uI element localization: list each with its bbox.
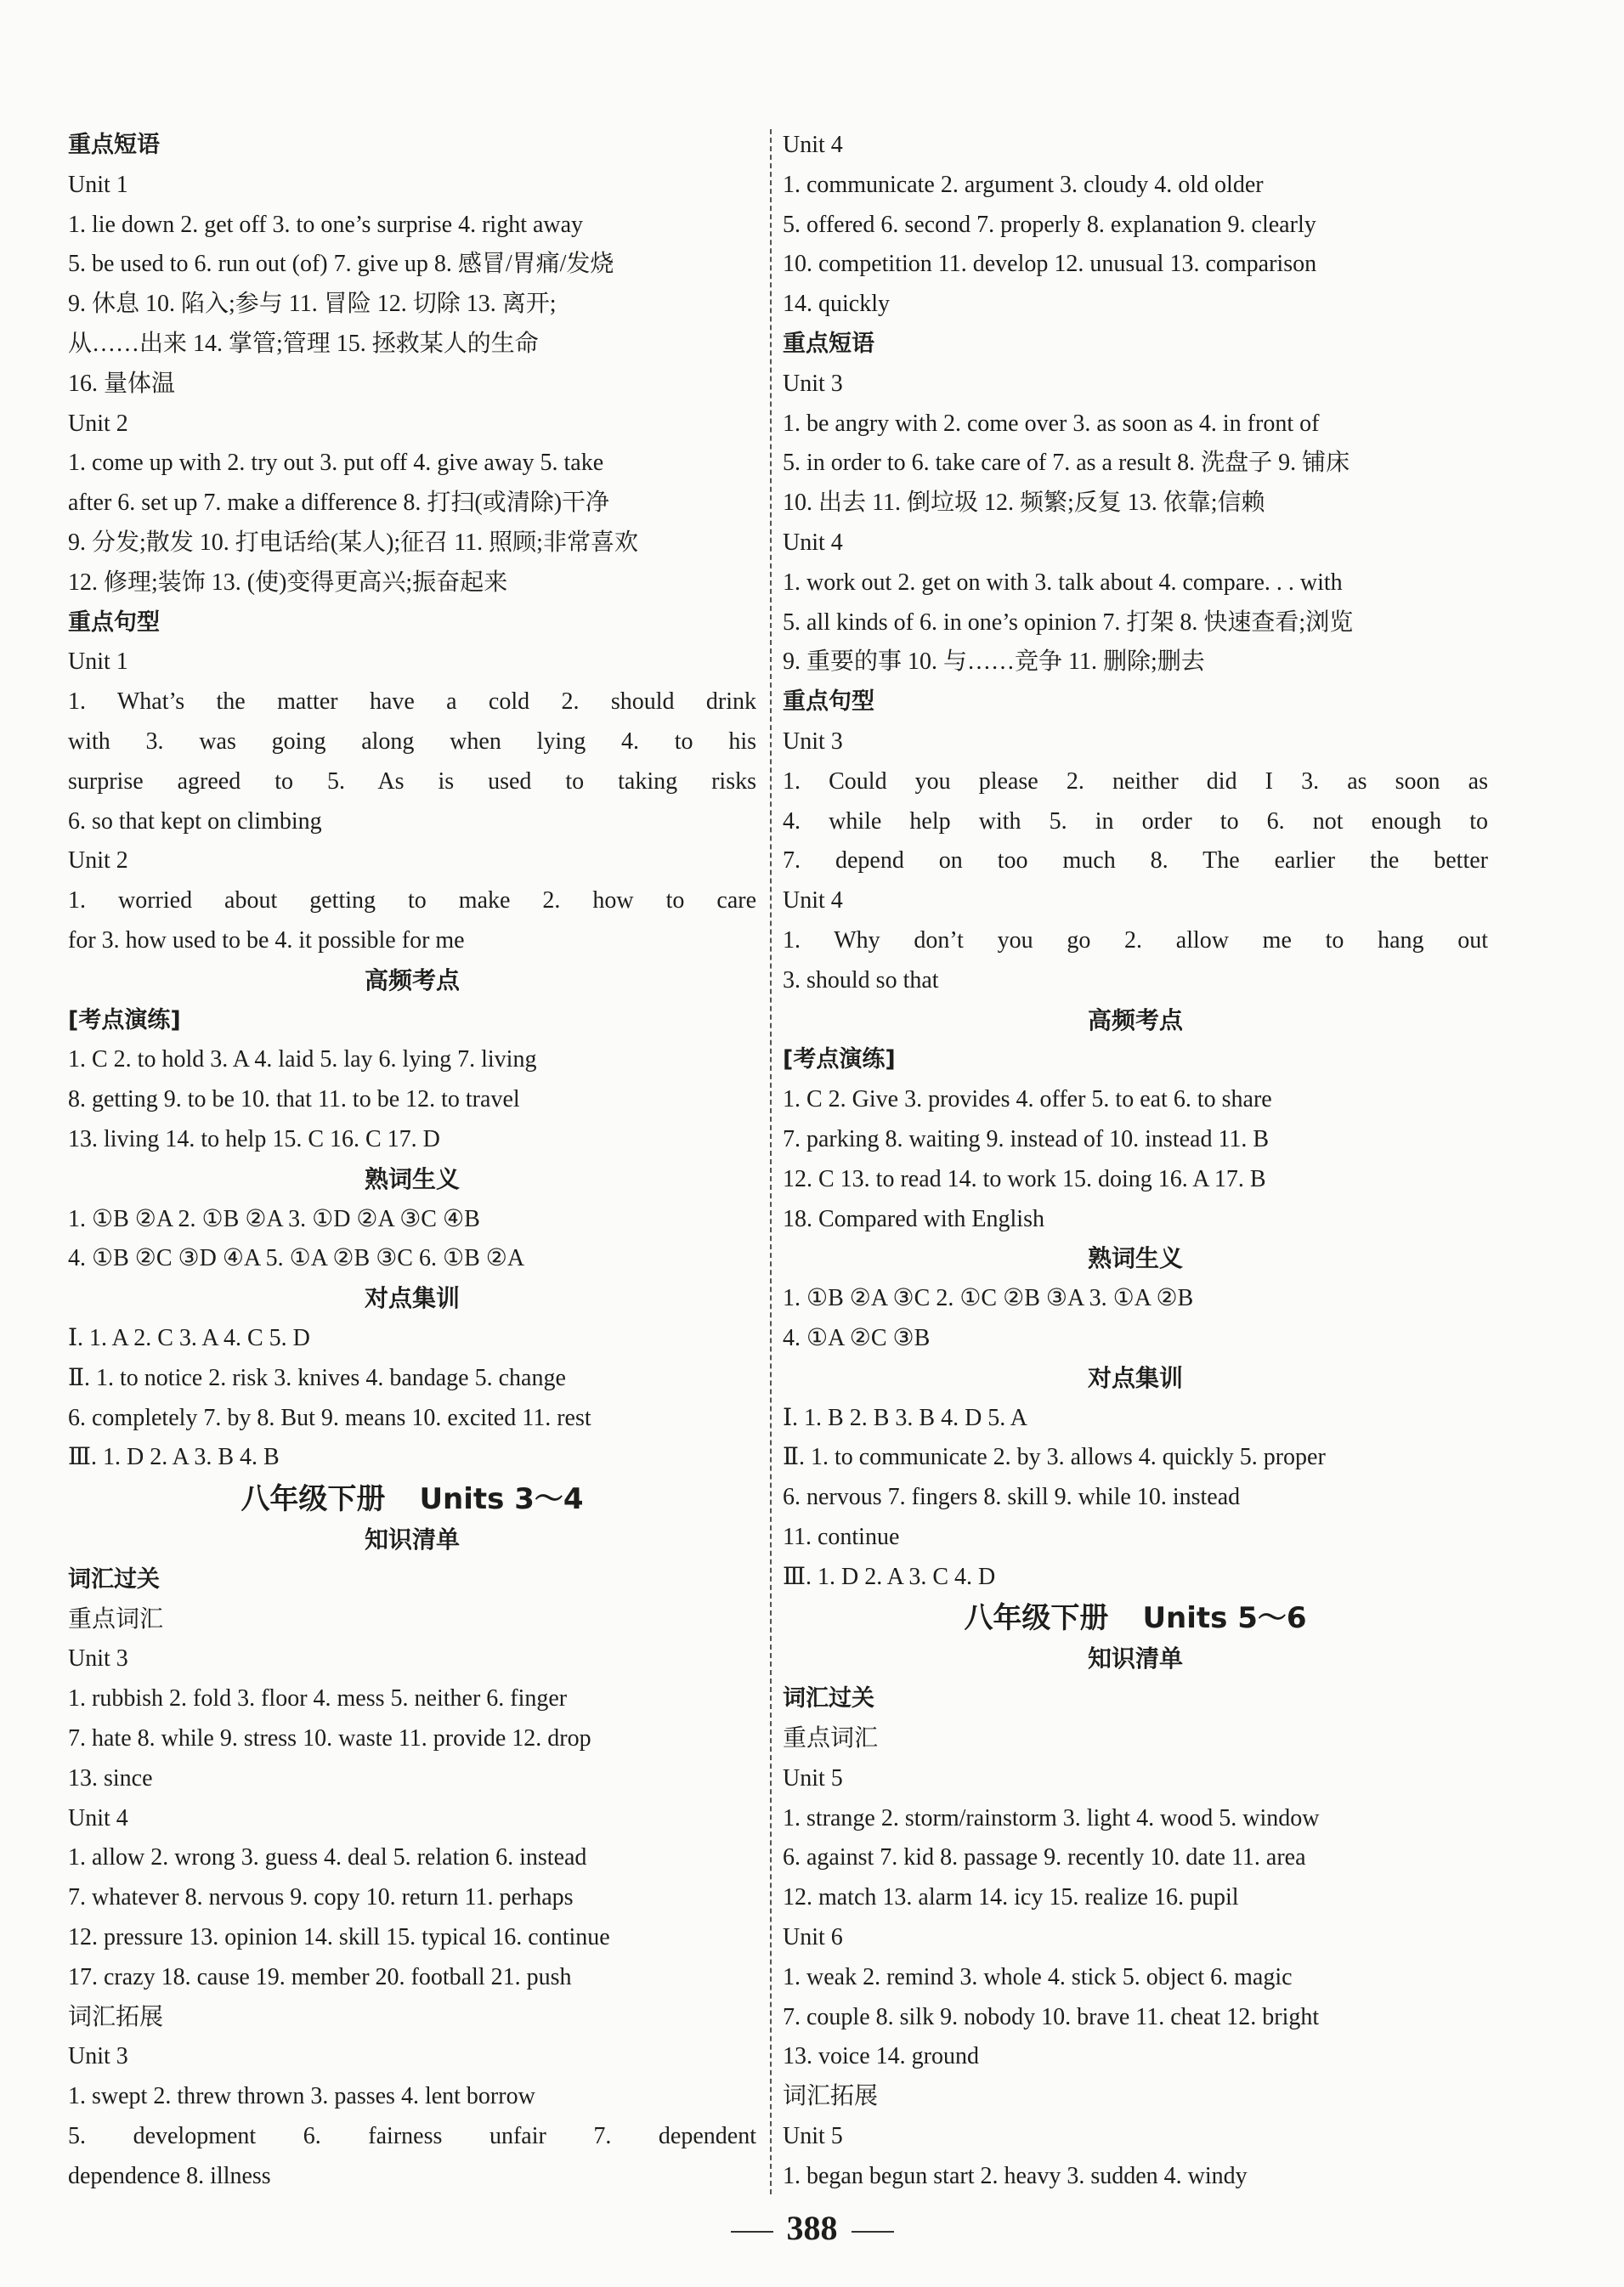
answer-line: 1. come up with 2. try out 3. put off 4. give away 5. take [68,450,604,477]
section-title: 熟词生义 [1087,1244,1183,1273]
page-number [0,2208,1624,2248]
answer-line: 1. lie down 2. get off 3. to one’s surprise 4. right away [68,211,584,238]
answer-line: 1. allow 2. wrong 3. guess 4. deal 5. relation 6. instead [68,1844,587,1871]
answer-line: 9. 休息 10. 陷入;参与 11. 冒险 12. 切除 13. 离开; [68,291,557,318]
column-divider [770,129,772,2194]
section-title: 高频考点 [364,965,460,994]
grade-heading [68,1478,756,1520]
section-heading: 重点短语 [783,330,874,357]
answer-line: 9. 重要的事 10. 与……竞争 11. 删除;删去 [783,648,1205,676]
answer-line: 5. in order to 6. take care of 7. as a result 8. 洗盘子 9. 铺床 [783,450,1350,477]
answer-line: surprise agreed to 5. As is used to taking risks [68,767,756,795]
answer-line: 7. whatever 8. nervous 9. copy 10. return 11. perhaps [68,1884,574,1911]
answer-line: 1. Why don’t you go 2. allow me to hang out [783,926,1488,954]
page-number-dash [731,2231,773,2233]
subsection-label: 重点词汇 [68,1605,164,1633]
answer-line: 5. all kinds of 6. in one’s opinion 7. 打架 8. 快速查看;浏览 [783,609,1354,636]
grade-heading [783,1597,1488,1639]
answer-line: 7. couple 8. silk 9. nobody 10. brave 11. cheat 12. bright [783,2003,1320,2030]
answer-line: 1. strange 2. storm/rainstorm 3. light 4. wood 5. window [783,1804,1320,1831]
answer-line: 3. should so that [783,966,939,993]
answer-line: 5. offered 6. second 7. properly 8. explanation 9. clearly [783,211,1316,238]
units-label: Units 3～4 [419,1482,584,1517]
answer-line: 8. getting 9. to be 10. that 11. to be 12. to travel [68,1086,520,1113]
units-label: Units 5～6 [1142,1601,1307,1636]
unit-label: Unit 1 [68,648,128,676]
unit-label: Unit 3 [68,2043,128,2070]
answer-line: 5. development 6. fairness unfair 7. dependent [68,2123,756,2150]
answer-line: 11. continue [783,1523,900,1550]
answer-line: 6. nervous 7. fingers 8. skill 9. while 10. instead [783,1484,1241,1511]
section-title: 知识清单 [1087,1644,1183,1673]
section-title: 对点集训 [364,1284,460,1313]
answer-line: 18. Compared with English [783,1205,1044,1232]
answer-line: 10. competition 11. develop 12. unusual 13. comparison [783,251,1317,278]
answer-line: 12. match 13. alarm 14. icy 15. realize 16. pupil [783,1884,1239,1911]
section-title: 高频考点 [1087,1005,1183,1034]
answer-line: 13. voice 14. ground [783,2043,979,2070]
unit-label: Unit 3 [68,1645,128,1673]
section-heading: 词汇过关 [783,1685,874,1712]
unit-label: Unit 4 [783,887,843,914]
page-number-dash [852,2231,894,2233]
subsection-label: 词汇拓展 [783,2083,879,2110]
answer-line: Ⅰ. 1. B 2. B 3. B 4. D 5. A [783,1404,1027,1431]
answer-line: 4. while help with 5. in order to 6. not enough to [783,807,1488,835]
unit-label: Unit 3 [783,727,843,755]
answer-line: 5. be used to 6. run out (of) 7. give up 8. 感冒/胃痛/发烧 [68,251,614,278]
section-heading: 词汇过关 [68,1565,160,1593]
answer-line: 1. Could you please 2. neither did I 3. as soon as [783,767,1488,795]
answer-line: Ⅰ. 1. A 2. C 3. A 4. C 5. D [68,1324,310,1351]
answer-line: 1. communicate 2. argument 3. cloudy 4. old older [783,171,1264,198]
answer-line: 7. depend on too much 8. The earlier the better [783,847,1488,875]
answer-line: 从……出来 14. 掌管;管理 15. 拯救某人的生命 [68,330,539,357]
subsection-heading: [考点演练] [783,1046,896,1073]
answer-line: after 6. set up 7. make a difference 8. 打扫(或清除)干净 [68,490,610,517]
unit-label: Unit 5 [783,2123,843,2150]
right-column [783,126,1488,2197]
answer-line: 1. rubbish 2. fold 3. floor 4. mess 5. neither 6. finger [68,1685,568,1712]
unit-label: Unit 4 [68,1804,128,1831]
subsection-label: 词汇拓展 [68,2003,164,2030]
answer-line: 1. began begun start 2. heavy 3. sudden 4. windy [783,2162,1248,2189]
answer-line: 6. against 7. kid 8. passage 9. recently 10. date 11. area [783,1844,1306,1871]
section-heading: 重点短语 [68,132,160,158]
answer-line: 12. 修理;装饰 13. (使)变得更高兴;振奋起来 [68,569,508,596]
page-number-value: 388 [786,2209,838,2247]
answer-line: 16. 量体温 [68,370,176,397]
answer-line: 1. C 2. to hold 3. A 4. laid 5. lay 6. lying 7. living [68,1046,537,1073]
answer-line: 1. C 2. Give 3. provides 4. offer 5. to eat 6. to share [783,1086,1272,1113]
answer-line: 14. quickly [783,291,890,318]
answer-line: 4. ①B ②C ③D ④A 5. ①A ②B ③C 6. ①B ②A [68,1245,525,1272]
answer-line: 1. weak 2. remind 3. whole 4. stick 5. object 6. magic [783,1963,1293,1990]
section-heading: 重点句型 [68,609,160,636]
answer-line: 1. What’s the matter have a cold 2. should drink [68,688,756,716]
unit-label: Unit 5 [783,1764,843,1792]
answer-line: Ⅲ. 1. D 2. A 3. B 4. B [68,1444,280,1471]
answer-line: 12. C 13. to read 14. to work 15. doing 16. A 17. B [783,1165,1266,1192]
answer-line: 17. crazy 18. cause 19. member 20. football 21. push [68,1963,572,1990]
section-heading: 重点句型 [783,688,874,716]
unit-label: Unit 4 [783,529,843,556]
answer-line: 10. 出去 11. 倒垃圾 12. 频繁;反复 13. 依靠;信赖 [783,490,1265,517]
answer-line: 1. worried about getting to make 2. how to care [68,887,756,914]
unit-label: Unit 6 [783,1924,843,1951]
answer-line: for 3. how used to be 4. it possible for me [68,926,465,954]
unit-label: Unit 2 [68,410,128,437]
answer-line: 6. so that kept on climbing [68,807,322,835]
section-title: 对点集训 [1087,1363,1183,1392]
answer-line: 6. completely 7. by 8. But 9. means 10. excited 11. rest [68,1404,591,1431]
answer-line: 13. since [68,1764,153,1792]
answer-line: 4. ①A ②C ③B [783,1324,931,1351]
answer-line: Ⅱ. 1. to communicate 2. by 3. allows 4. quickly 5. proper [783,1444,1326,1471]
left-column [68,126,756,2197]
subsection-label: 重点词汇 [783,1725,879,1752]
answer-line: Ⅲ. 1. D 2. A 3. C 4. D [783,1563,996,1590]
unit-label: Unit 2 [68,847,128,875]
answer-line: 13. living 14. to help 15. C 16. C 17. D [68,1125,440,1152]
answer-line: 1. work out 2. get on with 3. talk about 4. compare. . . with [783,569,1343,596]
answer-line: 1. swept 2. threw thrown 3. passes 4. lent borrow [68,2083,535,2110]
answer-line: 12. pressure 13. opinion 14. skill 15. typical 16. continue [68,1924,610,1951]
unit-label: Unit 1 [68,171,128,198]
answer-line: 7. hate 8. while 9. stress 10. waste 11. provide 12. drop [68,1725,591,1752]
answer-line: with 3. was going along when lying 4. to his [68,727,756,755]
grade-label: 八年级下册 [964,1601,1109,1636]
answer-line: Ⅱ. 1. to notice 2. risk 3. knives 4. bandage 5. change [68,1364,566,1391]
answer-line: 7. parking 8. waiting 9. instead of 10. instead 11. B [783,1125,1270,1152]
answer-line: 1. ①B ②A ③C 2. ①C ②B ③A 3. ①A ②B [783,1285,1194,1312]
section-title: 熟词生义 [364,1164,460,1193]
answer-line: 1. ①B ②A 2. ①B ②A 3. ①D ②A ③C ④B [68,1205,480,1232]
answer-line: dependence 8. illness [68,2162,271,2189]
answer-line: 1. be angry with 2. come over 3. as soon as 4. in front of [783,410,1320,437]
unit-label: Unit 3 [783,370,843,397]
grade-label: 八年级下册 [240,1482,386,1517]
subsection-heading: [考点演练] [68,1006,181,1033]
answer-line: 9. 分发;散发 10. 打电话给(某人);征召 11. 照顾;非常喜欢 [68,529,638,556]
section-title: 知识清单 [364,1526,460,1554]
unit-label: Unit 4 [783,132,843,158]
